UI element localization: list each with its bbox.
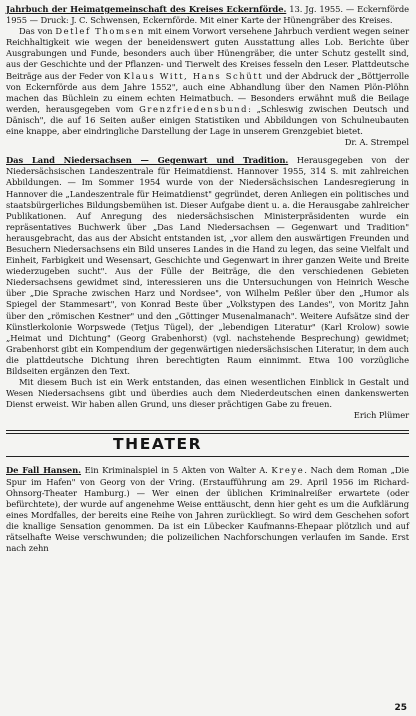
review-niedersachsen-title: Das Land Niedersachsen — Gegenwart und Tradition. bbox=[6, 155, 289, 166]
text-run: Das von bbox=[19, 26, 56, 37]
review-jahrbuch-title: Jahrbuch der Heimatgemeinschaft des Kreises Eckernförde. bbox=[6, 4, 287, 14]
author-names: Klaus Witt, Hans Schütt bbox=[123, 70, 264, 81]
text-run: : „Schleswig zwischen Deutsch und Dänisch", die auf 16 Seiten außer einigen Statistiken und Abbildungen von Schulneubauten eine knappe, aber eindringliche Darstellung der Lage in unserem Grenzgebiet bietet. bbox=[6, 103, 409, 137]
review-jahrbuch bbox=[6, 4, 409, 148]
review-fall-hansen-body bbox=[6, 465, 409, 554]
review-jahrbuch-meta: 13. Jg. 1955. — Eckernförde 1955 — Druck: J. C. Schwensen, Eckernförde. Mit einer Karte der Hünengräber des Kreises. bbox=[6, 4, 409, 26]
section-heading: THEATER bbox=[113, 434, 203, 453]
review-fall-hansen bbox=[6, 465, 409, 554]
review-jahrbuch-body bbox=[6, 26, 409, 137]
review-niedersachsen bbox=[6, 155, 409, 421]
text-run: . Nach dem Roman „Die Spur im Hafen" von Georg von der Vring. (Erstaufführung am 29. April 1956 im Richard-Ohnsorg-Theater Hamburg.) — Wer einen der üblichen Kriminalreißer erwartete (oder befürchtete), der wurde auf angenehme Weise enttäuscht, denn hier geht es um die Aufklärung eines Mordfalles, der bereits eine Reihe von Jahren zurückliegt. So wird dem Geschehen sofort die knallige Sensation genommen. Da ist ein Lübecker Kaufmanns-Ehepaar plötzlich und auf rätselhafte Weise verschwunden; die polizeilichen Nachforschungen verlaufen im Sande. Erst nach zehn bbox=[6, 465, 410, 554]
review-fall-hansen-title: De Fall Hansen. bbox=[6, 465, 82, 476]
text-run: Herausgegeben von der Niedersächsischen Landeszentrale für Heimatdienst. Hannover 1955, 314 S. mit zahlreichen Abbildungen. — Im Sommer 1954 wurde von der Niedersächsischen Landesregierung in Hannover die „Landeszentrale für Heimatdienst" gegründet, deren Anliegen ein politisches und staatsbürgerliches Bildungsbemühen ist. Dieser Aufgabe dient u. a. die Herausgabe zahlreicher Publikationen. Auf Anregung des niedersächsischen Ministerpräsidenten wurde ein repräsentatives Buchwerk über „Das Land Niedersachsen — Gegenwart und Tradition" herausgebracht, das aus der Absicht entstanden ist, „vor allem den auswärtigen Freunden und Besuchern Niedersachsens ein Bild unseres Landes in die Hand zu legen, das seine Vielfalt und Einheit, Farbigkeit und Wesensart, Geschichte und Gegenwart in ihrer ganzen Weite und Breite wiederzugeben sucht". Aus der Fülle der Beiträge, die den verschiedenen Gebieten Niedersachsens gewidmet sind, interessieren uns die Untersuchungen von Heinrich Wesche über „Die Sprache zwischen Harz und Nordsee", von Wilhelm Peßler über den „Humor als Spiegel der Stammesart", von Konrad Beste über „Volkstypen des Landes", von Moritz Jahn über den „römischen Kestner" und den „Göttinger Musenalmanach". Weitere Aufsätze sind der Künstlerkolonie Worpswede (Tetjus Tügel), der „lebendigen Literatur" (Karl Krolow) sowie „Heimat und Dichtung" (Georg Grabenhorst) (vgl. nachstehende Besprechung) gewidmet; Grabenhorst gibt ein Kompendium der gegenwärtigen niedersächsischen Literatur, in dem auch die plattdeutsche Dichtung ihren berechtigten Raum einnimmt. Etwa 100 vorzügliche Bildseiten ergänzen den Text. bbox=[6, 155, 409, 376]
review-niedersachsen-conclusion: Mit diesem Buch ist ein Werk entstanden, das einen wesentlichen Einblick in Gestalt und Wesen Niedersachsens gibt und überdies auch dem Niederdeutschen einen dankenswerten Dienst erweist. Wir haben allen Grund, uns dieser prächtigen Gabe zu freuen. bbox=[6, 377, 409, 410]
text-run: und der Abdruck der „Böttjerrolle von Eckernförde aus dem Jahre 1552", auch eine Abhandlung über den Namen Plön-Plöhn machen das Büchlein zu einem echten Heimatbuch. — Besonders erwähnt muß die Beilage werden, herausgegeben vom bbox=[6, 70, 410, 114]
publisher-name: Grenzfriedensbund bbox=[139, 103, 249, 114]
editor-name: Detlef Thomsen bbox=[55, 26, 145, 37]
page-number: 25 bbox=[394, 703, 407, 713]
review-jahrbuch-signature: Dr. A. Strempel bbox=[344, 137, 409, 148]
text-run: mit einem Vorwort versehene Jahrbuch verdient wegen seiner Reichhaltigkeit wie wegen der beneidenswert guten Ausstattung alles Lob. Berichte über Ausgrabungen und Funde, besonders auch über Hünengräber, die unter Schutz gestellt sind, aus der Geschichte und der Pflanzen- und Tierwelt des Kreises fesseln den Leser. Plattdeutsche Beiträge aus der Feder von bbox=[6, 26, 409, 81]
review-jahrbuch-intro bbox=[6, 4, 409, 26]
review-niedersachsen-body bbox=[6, 155, 409, 377]
text-run: Ein Kriminalspiel in 5 Akten von Walter A. bbox=[81, 465, 272, 476]
review-niedersachsen-signature: Erich Plümer bbox=[353, 410, 409, 421]
section-heading-band bbox=[6, 430, 409, 457]
playwright-name: Kreye bbox=[271, 465, 305, 476]
